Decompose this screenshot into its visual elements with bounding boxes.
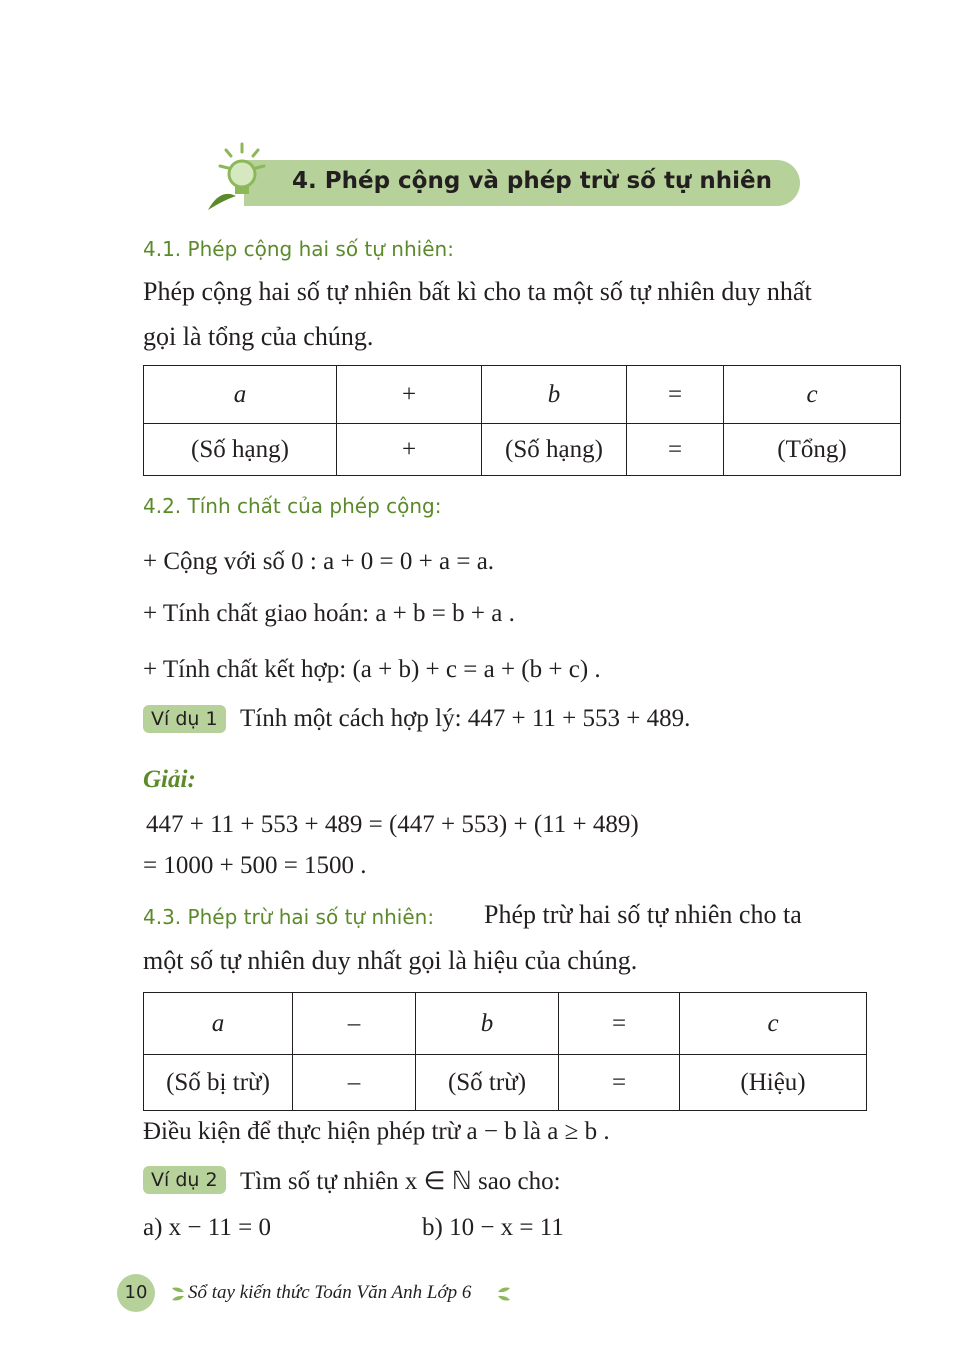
property-line: + Tính chất kết hợp: (a + b) + c = a + (b + c) . — [143, 656, 601, 683]
condition-line: Điều kiện để thực hiện phép trừ a − b là a ≥ b . — [143, 1118, 610, 1145]
table-cell: + — [337, 366, 482, 424]
paragraph-line: Phép trừ hai số tự nhiên cho ta — [484, 900, 802, 929]
paragraph-line: một số tự nhiên duy nhất gọi là hiệu của chúng. — [143, 946, 638, 975]
example-text: Tính một cách hợp lý: 447 + 11 + 553 + 489. — [240, 705, 691, 732]
table-cell: a — [144, 366, 337, 424]
addition-table — [143, 365, 901, 476]
table-cell: b — [482, 366, 627, 424]
paragraph-line: gọi là tổng của chúng. — [143, 322, 374, 351]
book-title: Sổ tay kiến thức Toán Văn Anh Lớp 6 — [188, 1282, 472, 1303]
solution-line: 447 + 11 + 553 + 489 = (447 + 553) + (11 + 489) — [146, 811, 639, 838]
table-cell: c — [724, 366, 901, 424]
table-cell: c — [680, 993, 867, 1055]
subsection-title-4-3: 4.3. Phép trừ hai số tự nhiên: — [143, 905, 435, 929]
lightbulb-icon — [200, 138, 290, 218]
solution-label: Giải: — [143, 766, 196, 793]
table-cell: = — [559, 993, 680, 1055]
paragraph-line: Phép cộng hai số tự nhiên bất kì cho ta một số tự nhiên duy nhất — [143, 277, 812, 306]
table-cell: (Hiệu) — [680, 1055, 867, 1111]
subtraction-table — [143, 992, 867, 1111]
example-text: Tìm số tự nhiên x ∈ ℕ sao cho: — [240, 1168, 561, 1195]
table-cell: – — [293, 993, 416, 1055]
table-cell: (Tổng) — [724, 424, 901, 476]
table-cell: a — [144, 993, 293, 1055]
table-cell: (Số bị trừ) — [144, 1055, 293, 1111]
leaf-icon — [496, 1284, 512, 1304]
table-cell: + — [337, 424, 482, 476]
table-cell: (Số trừ) — [416, 1055, 559, 1111]
subsection-title-4-2: 4.2. Tính chất của phép cộng: — [143, 494, 442, 518]
property-line: + Tính chất giao hoán: a + b = b + a . — [143, 600, 515, 627]
table-cell: = — [627, 424, 724, 476]
example-badge: Ví dụ 2 — [143, 1166, 226, 1194]
solution-line: = 1000 + 500 = 1500 . — [143, 852, 367, 879]
subsection-title-4-1: 4.1. Phép cộng hai số tự nhiên: — [143, 237, 454, 261]
table-cell: (Số hạng) — [144, 424, 337, 476]
property-line: + Cộng với số 0 : a + 0 = 0 + a = a. — [143, 548, 495, 575]
table-cell: = — [627, 366, 724, 424]
table-cell: – — [293, 1055, 416, 1111]
example-badge: Ví dụ 1 — [143, 705, 226, 733]
section-heading: 4. Phép cộng và phép trừ số tự nhiên — [292, 168, 772, 194]
table-cell: = — [559, 1055, 680, 1111]
page-number: 10 — [124, 1282, 148, 1303]
exercise-part-a: a) x − 11 = 0 — [143, 1214, 271, 1241]
exercise-part-b: b) 10 − x = 11 — [422, 1214, 564, 1241]
table-cell: (Số hạng) — [482, 424, 627, 476]
leaf-icon — [170, 1284, 186, 1304]
table-cell: b — [416, 993, 559, 1055]
